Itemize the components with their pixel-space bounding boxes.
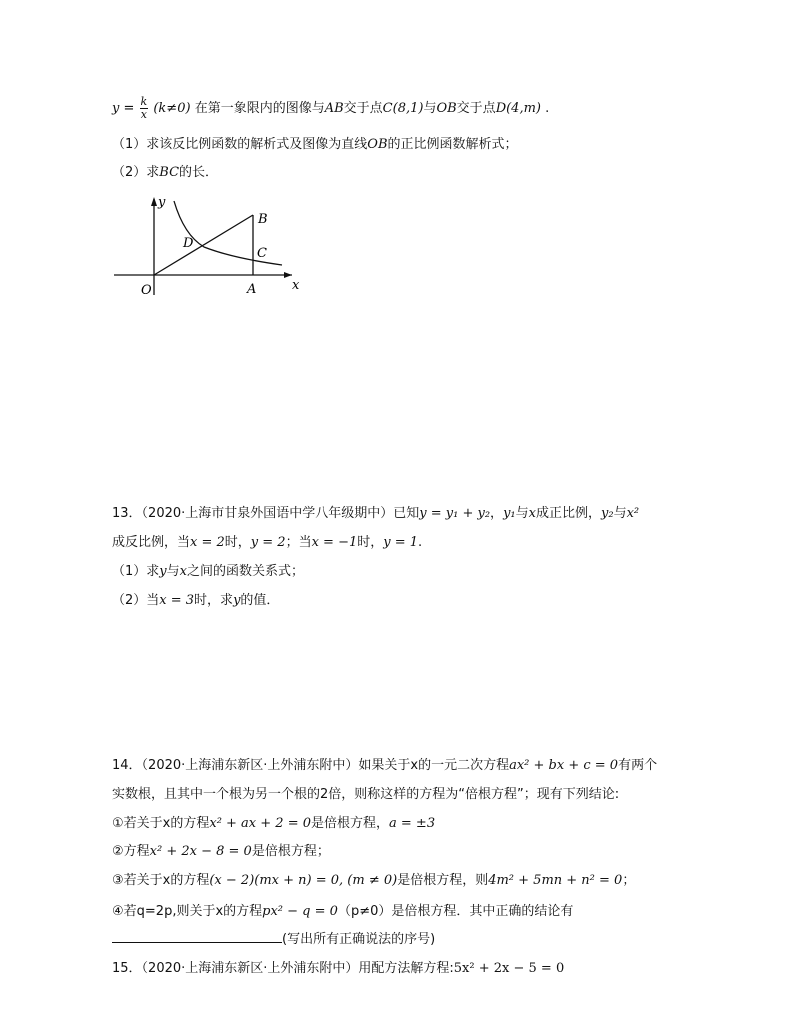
- q14-conclusion3: [112, 872, 635, 890]
- q14-answer-line: [112, 930, 435, 949]
- q12-intro-text-3: 与: [423, 101, 437, 116]
- q13-x2: x²: [626, 506, 640, 521]
- q13-y2: y₂: [601, 506, 614, 521]
- label-b: B: [258, 212, 268, 227]
- q13-p1-text-a: （1）求: [112, 564, 160, 579]
- segment-ob: OB: [436, 101, 457, 116]
- q13-line1: [112, 505, 639, 523]
- q13-p1-x: x: [179, 564, 187, 579]
- label-d: D: [183, 236, 194, 251]
- q12-intro-text-2: 交于点: [343, 101, 383, 116]
- q14-text-line2: 实数根，且其中一个根为另一个根的2倍，则称这样的方程为“倍根方程”；现有下列结论:: [112, 787, 620, 802]
- q13-p2-text-c: 的值．: [240, 593, 280, 608]
- q14-c2-eq: x² + 2x − 8 = 0: [149, 844, 252, 859]
- q13-l2-text-e: .: [418, 535, 423, 550]
- q14-eq: ax² + bx + c = 0: [509, 758, 619, 773]
- q14-text-b: 有两个: [618, 758, 658, 773]
- label-c: C: [257, 246, 267, 261]
- q13-p1-text-c: 之间的函数关系式；: [187, 564, 305, 579]
- q13-y1: y₁: [503, 506, 516, 521]
- q13-l2-text-d: 时，: [357, 535, 384, 550]
- q14-c3-text-c: ；: [622, 873, 636, 888]
- label-o: O: [141, 283, 152, 298]
- q14-text-a: 14．（2020·上海浦东新区·上外浦东附中）如果关于x的一元二次方程: [112, 758, 510, 773]
- q13-l2-text-c: ；当: [285, 535, 312, 550]
- q14-c4-text-b: （p≠0）是倍根方程．其中正确的结论有: [337, 904, 574, 919]
- q13-l2-text-a: 成反比例，当: [112, 535, 191, 550]
- q13-part2: [112, 592, 279, 610]
- q13-text-b: ，: [490, 506, 504, 521]
- line-ob: [154, 215, 253, 275]
- q13-p1-y: y: [159, 564, 167, 579]
- q13-text-e: 与: [613, 506, 627, 521]
- point-c: C(8,1): [382, 101, 424, 116]
- q14-line2: [112, 786, 619, 804]
- q13-text-d: 成正比例，: [535, 506, 601, 521]
- q13-p2-x: x = 3: [159, 593, 195, 608]
- q14-conclusion2: [112, 843, 330, 861]
- y-axis-label: y: [158, 195, 166, 210]
- q15-eq: 5x² + 2x − 5 = 0: [453, 961, 565, 976]
- q14-c4-eq: px² − q = 0: [262, 904, 338, 919]
- point-d: D(4,m): [495, 101, 541, 116]
- q14-answer-hint: (写出所有正确说法的序号): [282, 932, 436, 947]
- q13-line2: [112, 534, 422, 552]
- q13-val1: y = 2: [250, 535, 286, 550]
- q13-p2-y: y: [233, 593, 241, 608]
- function-y: y: [112, 101, 120, 116]
- q14-conclusion1: [112, 815, 435, 833]
- segment-ob-2: OB: [367, 137, 388, 152]
- q13-x: x: [528, 506, 536, 521]
- q12-intro-text: 在第一象限内的图像与: [194, 101, 325, 116]
- y-axis-arrow-icon: [151, 197, 157, 206]
- segment-bc: BC: [159, 165, 180, 180]
- q12-intro-line: [112, 96, 549, 121]
- q14-c3-eq: (x − 2)(mx + n) = 0, (m ≠ 0): [209, 873, 398, 888]
- x-axis-label: x: [292, 278, 300, 293]
- function-fraction: [140, 96, 149, 121]
- q13-val2: y = 1: [383, 535, 419, 550]
- q14-c3-res: 4m² + 5mn + n² = 0: [488, 873, 623, 888]
- q12-part1-text-2: 的正比例函数解析式；: [387, 137, 518, 152]
- q12-intro-end: .: [545, 101, 550, 116]
- q12-part2-text-2: 的长．: [179, 165, 219, 180]
- q12-part1: [112, 136, 518, 154]
- q14-conclusion4: [112, 903, 573, 921]
- segment-ab: AB: [324, 101, 344, 116]
- q14-c4-text-a: ④若q=2p,则关于x的方程: [112, 904, 263, 919]
- q13-eq1: y = y₁ + y₂: [419, 506, 491, 521]
- q13-part1: [112, 563, 304, 581]
- label-a: A: [247, 282, 257, 297]
- q13-text-a: 13．（2020·上海市甘泉外国语中学八年级期中）已知: [112, 506, 420, 521]
- q14-c3-text-b: 是倍根方程，则: [397, 873, 489, 888]
- q14-answer-blank[interactable]: [112, 930, 282, 943]
- q13-cond2: x = −1: [311, 535, 358, 550]
- function-equals: =: [123, 101, 135, 116]
- function-denominator: x: [140, 108, 147, 121]
- q12-part2: [112, 164, 218, 182]
- q14-c2-text-a: ②方程: [112, 844, 150, 859]
- x-axis-arrow-icon: [284, 272, 292, 278]
- q13-text-c: 与: [515, 506, 529, 521]
- q13-l2-text-b: 时，: [224, 535, 251, 550]
- function-condition: (k≠0): [153, 101, 191, 116]
- q13-p2-text-a: （2）当: [112, 593, 160, 608]
- q14-c1-text-a: ①若关于x的方程: [112, 816, 210, 831]
- q12-intro-text-4: 交于点: [456, 101, 496, 116]
- q14-c1-eq: x² + ax + 2 = 0: [209, 816, 311, 831]
- q14-line1: [112, 757, 657, 775]
- q14-c1-val: a = ±3: [389, 816, 436, 831]
- function-numerator: k: [140, 95, 148, 108]
- q15-text: 15．（2020·上海浦东新区·上外浦东附中）用配方法解方程:: [112, 961, 454, 976]
- q12-part2-text: （2）求: [112, 165, 160, 180]
- q14-c3-text-a: ③若关于x的方程: [112, 873, 210, 888]
- q13-p1-text-b: 与: [166, 564, 180, 579]
- q13-p2-text-b: 时，求: [194, 593, 234, 608]
- q12-figure: [112, 195, 312, 305]
- q13-cond1: x = 2: [190, 535, 225, 550]
- q14-c2-text-b: 是倍根方程；: [251, 844, 330, 859]
- q15-line: [112, 960, 564, 978]
- q12-part1-text: （1）求该反比例函数的解析式及图像为直线: [112, 137, 368, 152]
- q14-c1-text-b: 是倍根方程，: [311, 816, 390, 831]
